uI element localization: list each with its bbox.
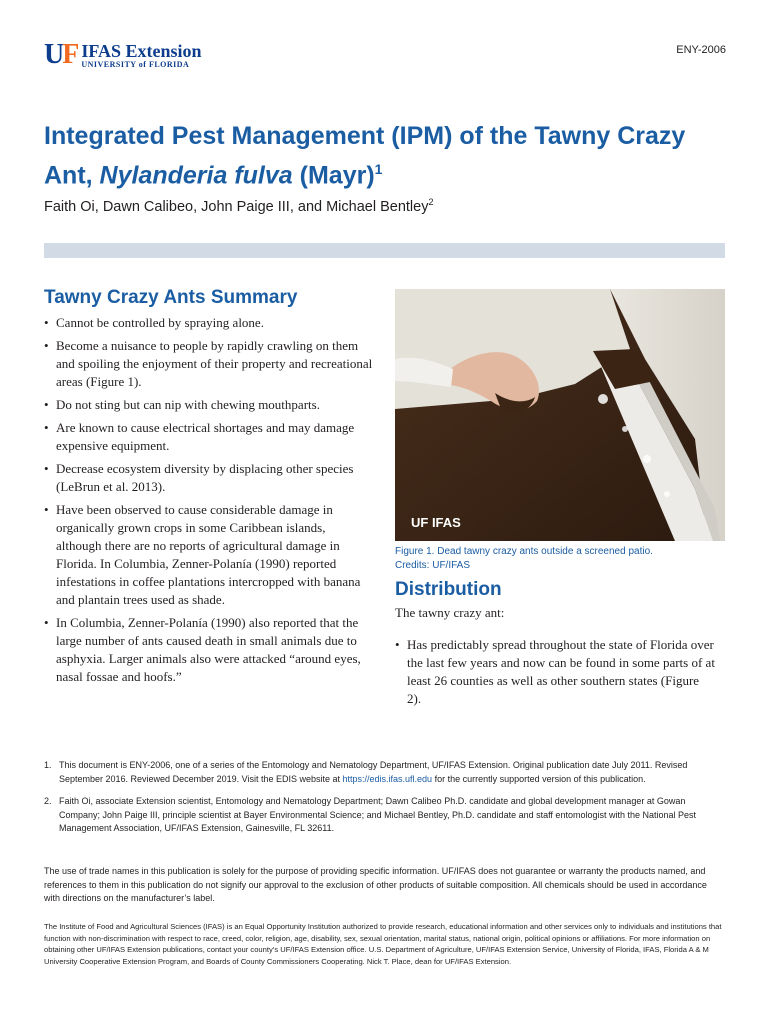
authors-footnote-mark: 2 [428,197,434,207]
summary-bullet: • Cannot be controlled by spraying alone. [44,314,374,332]
summary-bullet: • Are known to cause electrical shortages and may damage expensive equipment. [44,419,374,455]
summary-bullet: • Become a nuisance to people by rapidly crawling on them and spoiling the enjoyment of their property and recreational areas (Figure 1). [44,337,374,391]
edis-website-link[interactable]: https://edis.ifas.ufl.edu [342,773,433,784]
title-species-name: Nylanderia fulva [99,161,293,190]
summary-bullet-list [44,314,374,691]
footnote-number: 1. [44,760,52,770]
logo-ifas-extension: IFAS Extension [81,41,202,61]
distribution-intro: The tawny crazy ant: [395,605,505,620]
logo-uf-mark: UF [44,39,78,70]
logo-text [81,42,201,70]
logo-university: UNIVERSITY of FLORIDA [81,60,190,69]
dead-ants-patio-illustration [395,289,725,541]
title-line-1: Integrated Pest Management (IPM) of the Tawny Crazy [44,122,686,150]
document-id: ENY-2006 [676,44,726,56]
page-title [44,120,724,192]
distribution-heading: Distribution [395,579,502,600]
summary-bullet: • Do not sting but can nip with chewing mouthparts. [44,396,374,414]
photo-watermark: UF IFAS [411,515,461,530]
summary-bullet: • Decrease ecosystem diversity by displacing other species (LeBrun et al. 2013). [44,460,374,496]
authors [44,197,433,215]
footnote-text [59,759,725,786]
distribution-bullet-list [395,636,715,713]
uf-ifas-logo [44,39,202,72]
footnote-2 [44,795,725,836]
footnote-text-part: This document is ENY-2006, one of a series of the Entomology and Nematology Department, UF/IFAS Extension. Original publication date July 2011. Revised September 2016. Reviewed December 2019. Visit the EDIS website at [59,760,688,784]
header-divider-band [44,243,725,258]
footnote-text-part: for the currently supported version of this publication. [432,773,646,784]
figure-credits: Credits: UF/IFAS [395,560,471,571]
footnote-number: 2. [44,796,52,806]
figure-1-caption [395,545,725,573]
title-line-2-prefix: Ant, [44,161,100,190]
footnote-text: Faith Oi, associate Extension scientist, Entomology and Nematology Department; Dawn Calibeo Ph.D. candidate and global development manager at Gowan Company; John Paige III, principle scientist at Bayer Environmental Science; and Michael Bentley, Ph.D. candidate and staff entomologist with the National Pest Management Association, UF/IFAS Extension, Gainesville, FL 32611. [59,796,697,833]
trade-name-notice: The use of trade names in this publication is solely for the purpose of providing specific information. UF/IFAS does not guarantee or warranty the products named, and references to them in this publication do not signify our approval to the exclusion of other products of suitable composition. All chemicals should be used in accordance with directions on the manufacturer’s label. [44,866,707,903]
summary-heading: Tawny Crazy Ants Summary [44,287,298,308]
summary-bullet: • Have been observed to cause considerable damage in organically grown crops in some Caribbean islands, although there are no reports of agricultural damage in Florida. In Columbia, Zenner-Polanía (1990) reported infestations in coffee plantations intercropped with banana and plantain trees used as shade. [44,501,374,609]
title-line-2-suffix: (Mayr) [292,161,375,190]
author-names: Faith Oi, Dawn Calibeo, John Paige III, and Michael Bentley [44,198,429,215]
footnote-1 [44,759,725,786]
summary-bullet: • In Columbia, Zenner-Polanía (1990) also reported that the large number of ants caused death in small animals due to asphyxia. Larger animals also were attacked “around eyes, nasal fossae and hoofs.” [44,614,374,686]
footnotes [44,759,725,845]
figure-caption-text: Figure 1. Dead tawny crazy ants outside a screened patio. [395,546,653,557]
equal-opportunity-statement: The Institute of Food and Agricultural Sciences (IFAS) is an Equal Opportunity Institution authorized to provide research, educational information and other services only to individuals and institutions that function with non-discrimination with respect to race, creed, color, religion, age, disability, sex, sexual orientation, marital status, national origin, political opinions or affiliations. For more information on obtaining other UF/IFAS Extension publications, contact your county’s UF/IFAS Extension office. U.S. Department of Agriculture, UF/IFAS Extension Service, University of Florida, IFAS, Florida A & M University Cooperative Extension Program, and Boards of County Commissioners Cooperating. Nick T. Place, dean for UF/IFAS Extension. [44,922,722,966]
distribution-bullet: • Has predictably spread throughout the state of Florida over the last few years and now can be found in some parts of at least 26 counties as well as other southern states (Figure 2). [395,636,715,708]
title-footnote-mark: 1 [374,161,383,177]
figure-1-photo [395,289,725,541]
